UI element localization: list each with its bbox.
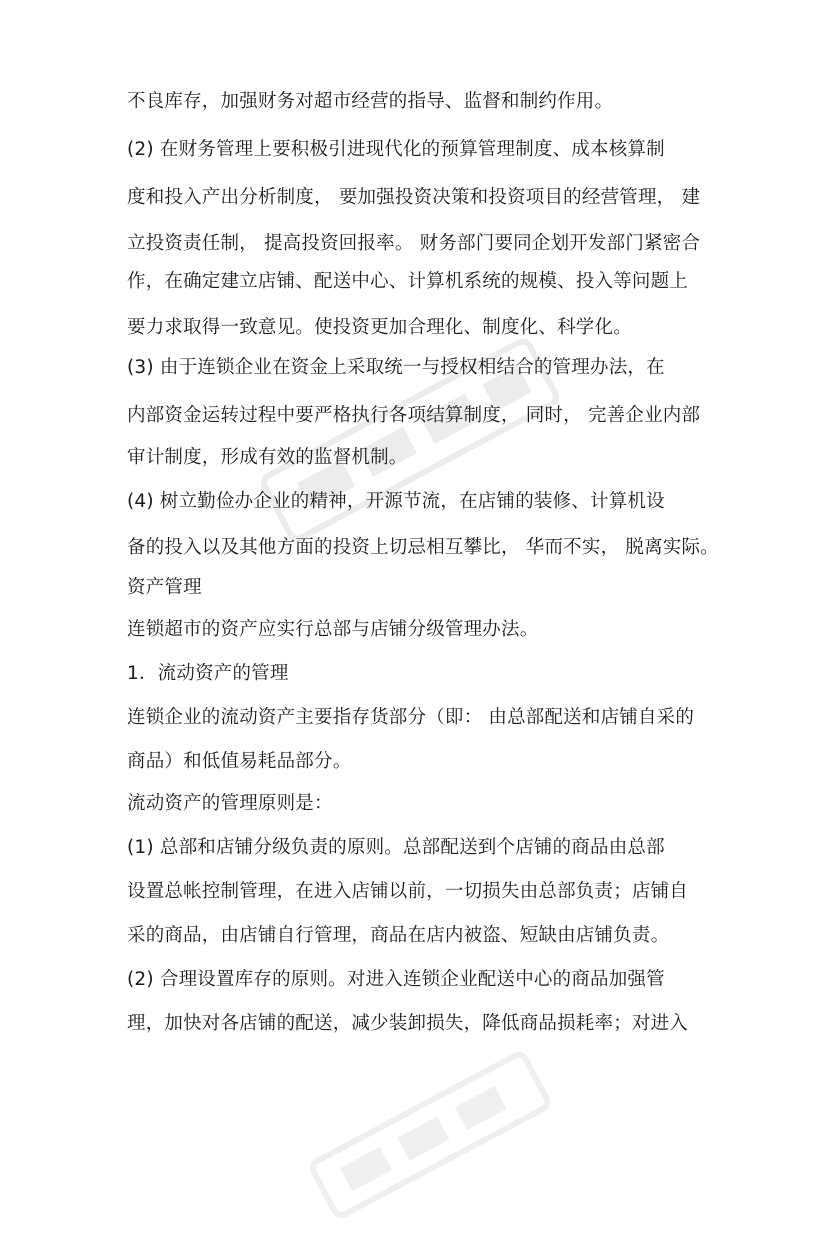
watermark-logo-bottom [294, 1034, 566, 1236]
text-line: 要力求取得一致意见。使投资更加合理化、制度化、科学化。 [127, 317, 632, 338]
text-line: 备的投入以及其他方面的投资上切忌相互攀比， 华而不实， 脱离实际。 [127, 537, 719, 558]
text-line: (2) 在财务管理上要积极引进现代化的预算管理制度、成本核算制 [127, 139, 665, 160]
text-line: 理，加快对各店铺的配送，减少装卸损失，降低商品损耗率；对进入 [127, 1013, 689, 1034]
text-line: (4) 树立勤俭办企业的精神，开源节流，在店铺的装修、计算机设 [127, 491, 665, 512]
text-line: 立投资责任制， 提高投资回报率。 财务部门要同企划开发部门紧密合 [127, 233, 701, 254]
text-line: 度和投入产出分析制度， 要加强投资决策和投资项目的经营管理， 建 [127, 187, 701, 208]
text-line: 审计制度，形成有效的监督机制。 [127, 447, 408, 468]
text-line: (1) 总部和店铺分级负责的原则。总部配送到个店铺的商品由总部 [127, 837, 665, 858]
text-line: 设置总帐控制管理，在进入店铺以前，一切损失由总部负责；店铺自 [127, 881, 689, 902]
text-line: 连锁超市的资产应实行总部与店铺分级管理办法。 [127, 619, 539, 640]
text-line: 采的商品，由店铺自行管理，商品在店内被盗、短缺由店铺负责。 [127, 925, 670, 946]
text-line: 商品）和低值易耗品部分。 [127, 751, 352, 772]
text-line: 不良库存，加强财务对超市经营的指导、监督和制约作用。 [127, 91, 614, 112]
text-line: 流动资产的管理原则是： [127, 793, 333, 814]
text-line: (3) 由于连锁企业在资金上采取统一与授权相结合的管理办法，在 [127, 357, 665, 378]
subsection-heading: 1．流动资产的管理 [127, 663, 289, 684]
section-heading: 资产管理 [127, 577, 202, 598]
text-line: (2) 合理设置库存的原则。对进入连锁企业配送中心的商品加强管 [127, 969, 665, 990]
text-line: 内部资金运转过程中要严格执行各项结算制度， 同时， 完善企业内部 [127, 405, 701, 426]
text-line: 连锁企业的流动资产主要指存货部分（即： 由总部配送和店铺自采的 [127, 707, 695, 728]
text-line: 作，在确定建立店铺、配送中心、计算机系统的规模、投入等问题上 [127, 271, 689, 292]
